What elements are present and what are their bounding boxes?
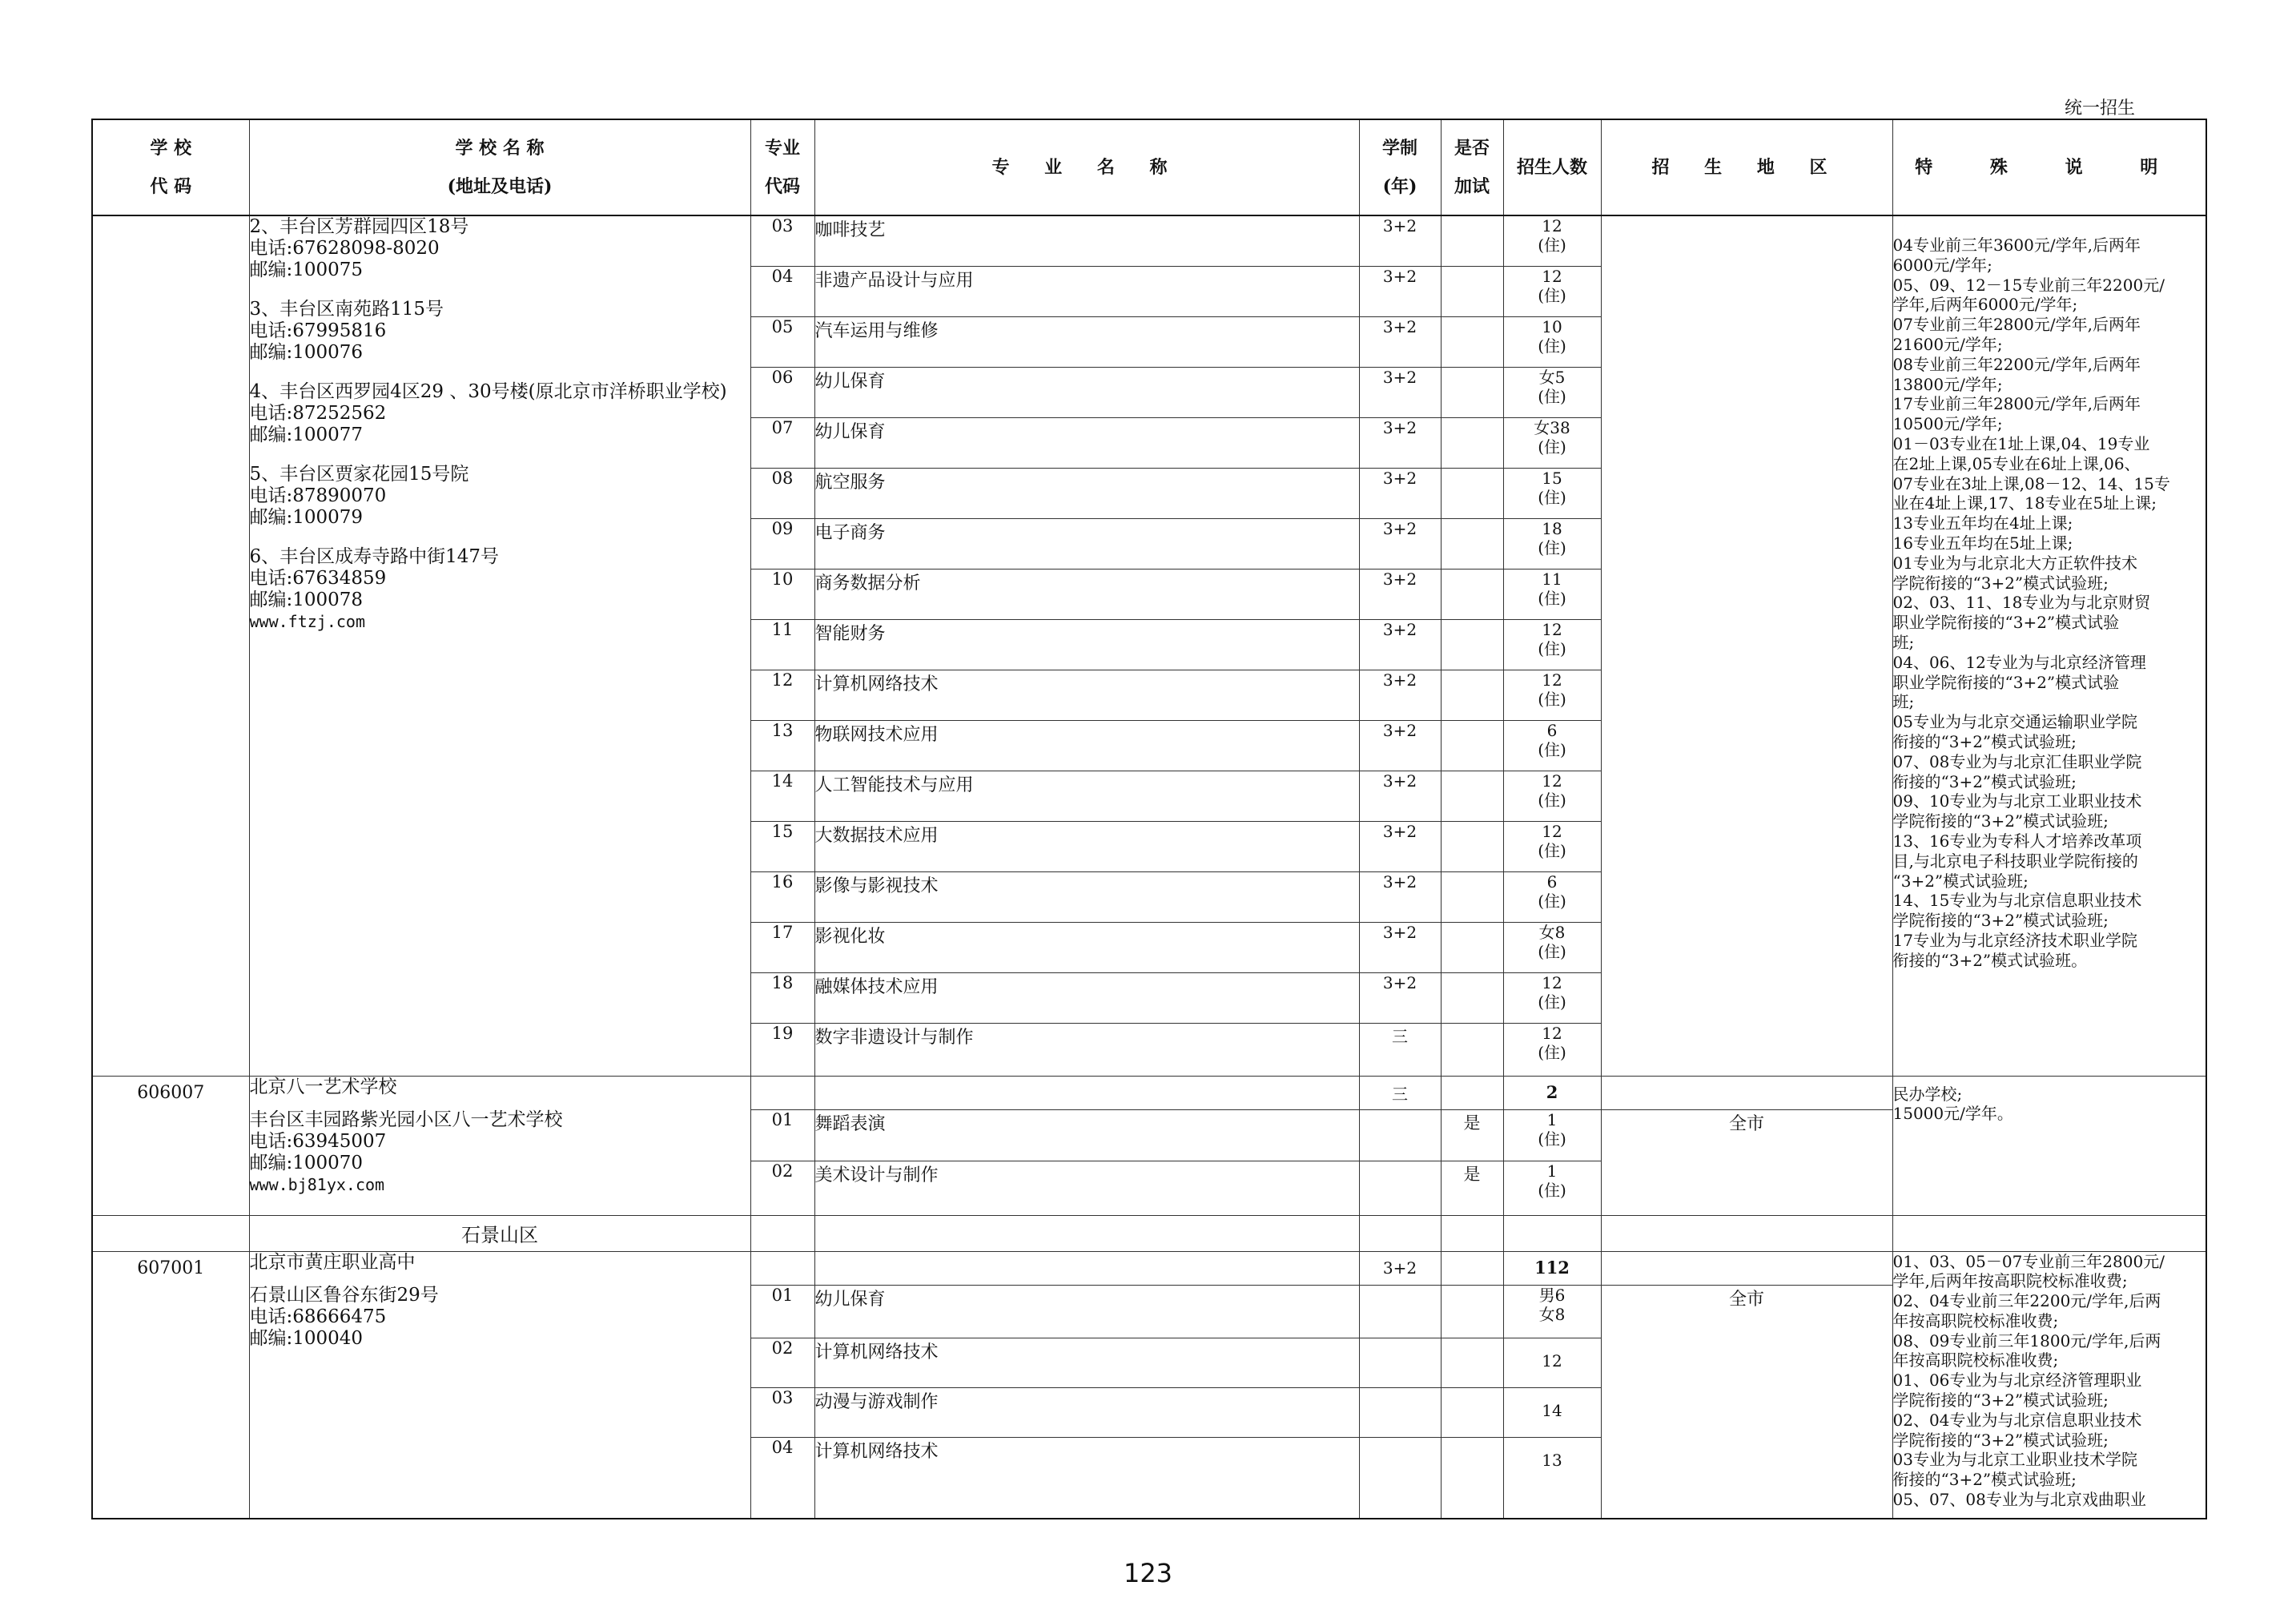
district-name: 石景山区: [249, 1215, 750, 1251]
duration: 3+2: [1359, 821, 1441, 871]
school-code-cell: [92, 215, 249, 1076]
extra-test: [1441, 367, 1503, 417]
major-code: 12: [750, 670, 814, 720]
spacer: [250, 1274, 750, 1285]
major-name: 非遗产品设计与应用: [814, 266, 1359, 316]
header-duration: 学制 (年): [1359, 119, 1441, 215]
quota: 12 (住): [1503, 619, 1601, 670]
header-major-name: 专 业 名 称: [814, 119, 1359, 215]
notes-cell: [1892, 215, 2206, 1076]
district-empty-cell: [1441, 1215, 1503, 1251]
extra-test: [1441, 821, 1503, 871]
major-code: 03: [750, 215, 814, 266]
duration: 3+2: [1359, 367, 1441, 417]
header-row: [92, 119, 2206, 215]
address-group: 4、丰台区西罗园4区29 、30号楼(原北京市洋桥职业学校) 电话:87252562 邮编:100077: [249, 381, 727, 445]
district-empty-cell: [814, 1215, 1359, 1251]
major-code: 04: [750, 266, 814, 316]
quota: 18 (住): [1503, 518, 1601, 569]
extra-test: [1441, 771, 1503, 821]
region-cell: [1601, 1251, 1892, 1285]
extra-test: 是: [1441, 1109, 1503, 1161]
quota-total: 112: [1503, 1251, 1601, 1285]
table-row: [92, 1076, 2206, 1109]
school-name-cell: 北京八一艺术学校 丰台区丰园路紫光园小区八一艺术学校 电话:63945007 邮编:100070 www.bj81yx.com: [249, 1076, 750, 1215]
major-code: 11: [750, 619, 814, 670]
school-address-cell: [249, 215, 750, 1076]
major-name: 咖啡技艺: [814, 215, 1359, 266]
header-region: 招 生 地 区: [1601, 119, 1892, 215]
enrollment-table: [91, 119, 2207, 1519]
major-name: 幼儿保育: [814, 367, 1359, 417]
quota: 12 (住): [1503, 821, 1601, 871]
major-code: 16: [750, 871, 814, 922]
header-school-name: 学 校 名 称 (地址及电话): [249, 119, 750, 215]
spacer: [250, 1098, 750, 1109]
duration: 3+2: [1359, 871, 1441, 922]
table-row: [92, 1251, 2206, 1285]
major-code: 10: [750, 569, 814, 619]
duration: 3+2: [1359, 468, 1441, 518]
duration: [1359, 1338, 1441, 1387]
major-name: 影视化妆: [814, 922, 1359, 972]
extra-test: [1441, 1387, 1503, 1437]
major-code: 19: [750, 1023, 814, 1076]
major-name: 汽车运用与维修: [814, 316, 1359, 367]
major-code: 02: [750, 1338, 814, 1387]
major-name: 计算机网络技术: [814, 1437, 1359, 1519]
major-name: 数字非遗设计与制作: [814, 1023, 1359, 1076]
extra-test: [1441, 670, 1503, 720]
school-website[interactable]: www.bj81yx.com: [249, 1174, 385, 1194]
quota: 12 (住): [1503, 670, 1601, 720]
quota: 女5 (住): [1503, 367, 1601, 417]
corner-label: 统一招生: [2065, 99, 2136, 119]
address-group: 6、丰台区成寿寺路中街147号 电话:67634859 邮编:100078 www.ftzj.com: [250, 546, 750, 633]
duration: 3+2: [1359, 720, 1441, 771]
extra-test: [1441, 316, 1503, 367]
duration: 3+2: [1359, 569, 1441, 619]
major-name: 幼儿保育: [814, 1285, 1359, 1338]
district-empty-cell: [1359, 1215, 1441, 1251]
major-name: 融媒体技术应用: [814, 972, 1359, 1023]
quota-total: 2: [1503, 1076, 1601, 1109]
school-website[interactable]: www.ftzj.com: [249, 612, 365, 631]
duration: 3+2: [1359, 215, 1441, 266]
major-code: 17: [750, 922, 814, 972]
major-name: 计算机网络技术: [814, 670, 1359, 720]
major-code: 01: [750, 1109, 814, 1161]
table-row: [92, 215, 2206, 266]
major-name: [814, 1076, 1359, 1109]
quota: 15 (住): [1503, 468, 1601, 518]
quota: 6 (住): [1503, 720, 1601, 771]
duration: 3+2: [1359, 922, 1441, 972]
major-code: 13: [750, 720, 814, 771]
major-name: 舞蹈表演: [814, 1109, 1359, 1161]
major-name: 幼儿保育: [814, 417, 1359, 468]
extra-test: [1441, 619, 1503, 670]
duration: [1359, 1109, 1441, 1161]
address-group: 3、丰台区南苑路115号 电话:67995816 邮编:100076: [249, 299, 444, 363]
quota: 12 (住): [1503, 215, 1601, 266]
district-empty-cell: [750, 1215, 814, 1251]
duration: 3+2: [1359, 972, 1441, 1023]
extra-test: [1441, 1251, 1503, 1285]
quota: 1 (住): [1503, 1109, 1601, 1161]
major-name: [814, 1251, 1359, 1285]
major-name: 人工智能技术与应用: [814, 771, 1359, 821]
district-empty-cell: [1892, 1215, 2206, 1251]
school-name: 北京八一艺术学校: [249, 1076, 397, 1097]
school-code: 606007: [92, 1076, 249, 1215]
header-notes: 特 殊 说 明: [1892, 119, 2206, 215]
duration: 3+2: [1359, 316, 1441, 367]
school-code: 607001: [92, 1251, 249, 1519]
notes-cell: 民办学校; 15000元/学年。: [1892, 1076, 2206, 1215]
major-name: 商务数据分析: [814, 569, 1359, 619]
quota: 12: [1503, 1338, 1601, 1387]
region-cell: [1601, 215, 1892, 1076]
major-name: 电子商务: [814, 518, 1359, 569]
duration: 3+2: [1359, 619, 1441, 670]
extra-test: [1441, 468, 1503, 518]
major-name: 美术设计与制作: [814, 1161, 1359, 1215]
major-name: 影像与影视技术: [814, 871, 1359, 922]
major-code: [750, 1251, 814, 1285]
header-extra-test: 是否 加试: [1441, 119, 1503, 215]
major-name: 计算机网络技术: [814, 1338, 1359, 1387]
major-name: 动漫与游戏制作: [814, 1387, 1359, 1437]
extra-test: [1441, 569, 1503, 619]
notes-cell: 01、03、05－07专业前三年2800元/ 学年,后两年按高职院校标准收费; 02、04专业前三年2200元/学年,后两 年按高职院校标准收费; 08、09专业前三年1800元/学年,后两 年按高职院校标准收费; 01、06专业为与北京经济管理职业 学院衔接的“3+2”模式试验班; 02、04专业为与北京信息职业技术 学院衔接的“3+2”模式试验班; 03专业为与北京工业职业技术学院 衔接的“3+2”模式试验班; 05、07、08专业为与北京戏曲职业: [1892, 1251, 2206, 1519]
quota: 1 (住): [1503, 1161, 1601, 1215]
major-name: 智能财务: [814, 619, 1359, 670]
extra-test: [1441, 518, 1503, 569]
district-empty-cell: [1601, 1215, 1892, 1251]
duration: 三: [1359, 1023, 1441, 1076]
duration: 3+2: [1359, 417, 1441, 468]
quota: 男6 女8: [1503, 1285, 1601, 1338]
duration: 三: [1359, 1076, 1441, 1109]
major-name: 航空服务: [814, 468, 1359, 518]
extra-test: [1441, 1338, 1503, 1387]
extra-test: [1441, 1437, 1503, 1519]
quota: 12 (住): [1503, 1023, 1601, 1076]
district-empty-cell: [1503, 1215, 1601, 1251]
quota: 14: [1503, 1387, 1601, 1437]
major-code: 02: [750, 1161, 814, 1215]
notes-lines: 04专业前三年3600元/学年,后两年 6000元/学年; 05、09、12－15专业前三年2200元/ 学年,后两年6000元/学年; 07专业前三年2800元/学年,后两年 21600元/学年; 08专业前三年2200元/学年,后两年 13800元/学年; 17专业前三年2800元/学年,后两年 10500元/学年; 01－03专业在1址上课,04、19专业 在2址上课,05专业在6址上课,06、 07专业在3址上课,08－12、14、15专 业在4址上课,17、18专业在5址上课; 13专业五年均在4址上课; 16专业五年均在5址上课; 01专业为与北京北大方正软件技术 学院衔接的“3+2”模式试验班; 02、03、11、18专业为与北京财贸 职业学院衔接的“3+2”模式试验 班; 04、06、12专业为与北京经济管理 职业学院衔接的“3+2”模式试验 班; 05专业为与北京交通运输职业学院 衔接的“3+2”模式试验班; 07、08专业为与北京汇佳职业学院 衔接的“3+2”模式试验班; 09、10专业为与北京工业职业技术 学院衔接的“3+2”模式试验班; 13、16专业为专科人才培养改革项 目,与北京电子科技职业学院衔接的 “3+2”模式试验班; 14、15专业为与北京信息职业技术 学院衔接的“3+2”模式试验班; 17专业为与北京经济技术职业学院 衔接的“3+2”模式试验班。: [1892, 235, 2170, 970]
duration: [1359, 1387, 1441, 1437]
quota: 11 (住): [1503, 569, 1601, 619]
extra-test: [1441, 1285, 1503, 1338]
region-cell: [1601, 1076, 1892, 1109]
region: 全市: [1601, 1109, 1892, 1215]
extra-test: [1441, 720, 1503, 771]
quota: 13: [1503, 1437, 1601, 1519]
extra-test: [1441, 871, 1503, 922]
quota: 12 (住): [1503, 266, 1601, 316]
extra-test: [1441, 266, 1503, 316]
extra-test: [1441, 215, 1503, 266]
header-major-code: 专业 代码: [750, 119, 814, 215]
duration: 3+2: [1359, 266, 1441, 316]
major-code: 15: [750, 821, 814, 871]
region: 全市: [1601, 1285, 1892, 1519]
major-code: 03: [750, 1387, 814, 1437]
major-code: 18: [750, 972, 814, 1023]
major-name: 物联网技术应用: [814, 720, 1359, 771]
major-code: 09: [750, 518, 814, 569]
duration: 3+2: [1359, 771, 1441, 821]
extra-test: 是: [1441, 1161, 1503, 1215]
major-code: 04: [750, 1437, 814, 1519]
district-code: [92, 1215, 249, 1251]
extra-test: [1441, 417, 1503, 468]
extra-test: [1441, 922, 1503, 972]
quota: 12 (住): [1503, 771, 1601, 821]
quota: 10 (住): [1503, 316, 1601, 367]
duration: 3+2: [1359, 518, 1441, 569]
school-name: 北京市黄庄职业高中: [249, 1251, 416, 1273]
address-group: 5、丰台区贾家花园15号院 电话:87890070 邮编:100079: [249, 464, 469, 528]
header-school-code: 学 校 代 码: [92, 119, 249, 215]
major-code: 08: [750, 468, 814, 518]
duration: [1359, 1437, 1441, 1519]
duration: 3+2: [1359, 670, 1441, 720]
quota: 12 (住): [1503, 972, 1601, 1023]
quota: 6 (住): [1503, 871, 1601, 922]
major-code: [750, 1076, 814, 1109]
duration: [1359, 1161, 1441, 1215]
extra-test: [1441, 1023, 1503, 1076]
school-name-cell: 北京市黄庄职业高中 石景山区鲁谷东街29号 电话:68666475 邮编:100040: [249, 1251, 750, 1519]
address-group: 2、丰台区芳群园四区18号 电话:67628098-8020 邮编:100075: [249, 216, 469, 280]
major-code: 05: [750, 316, 814, 367]
major-code: 14: [750, 771, 814, 821]
page-number: 123: [1123, 1558, 1173, 1588]
duration: [1359, 1285, 1441, 1338]
district-row: [92, 1215, 2206, 1251]
extra-test: [1441, 972, 1503, 1023]
major-code: 06: [750, 367, 814, 417]
major-name: 大数据技术应用: [814, 821, 1359, 871]
header-quota: 招生人数: [1503, 119, 1601, 215]
quota: 女8 (住): [1503, 922, 1601, 972]
major-code: 01: [750, 1285, 814, 1338]
major-code: 07: [750, 417, 814, 468]
duration: 3+2: [1359, 1251, 1441, 1285]
quota: 女38 (住): [1503, 417, 1601, 468]
extra-test: [1441, 1076, 1503, 1109]
